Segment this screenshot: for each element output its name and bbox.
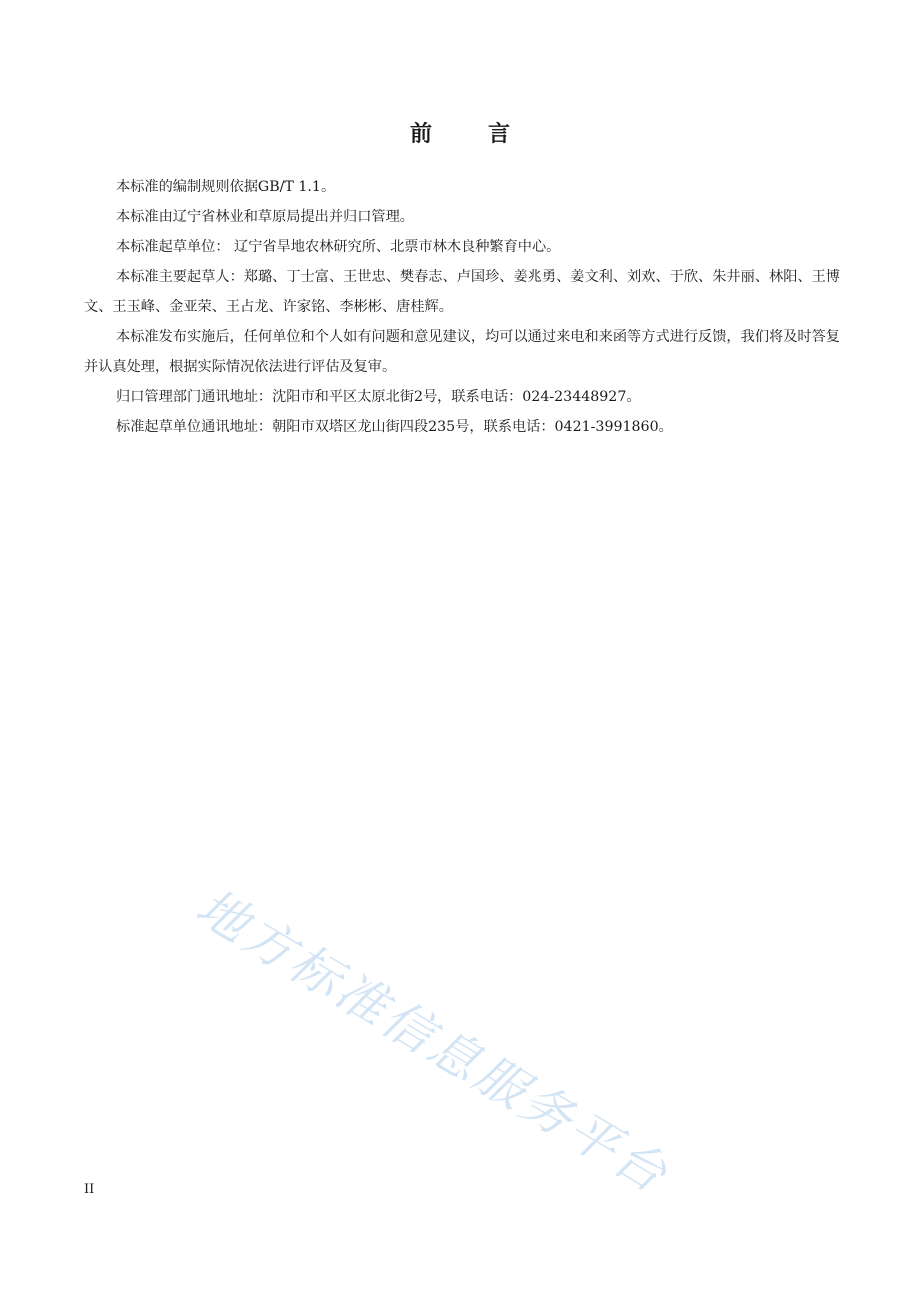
watermark-text: 地方标准信息服务平台 <box>186 877 680 1206</box>
page-title: 前言 <box>409 122 566 147</box>
paragraph-feedback: 本标准发布实施后，任何单位和个人如有问题和意见建议，均可以通过来电和来函等方式进行反馈，我们将及时答复并认真处理，根据实际情况依法进行评估及复审。 <box>84 329 840 375</box>
paragraph-drafting-rules: 本标准的编制规则依据GB/T 1.1。 <box>116 179 336 195</box>
paragraph-drafter-address: 标准起草单位通讯地址：朝阳市双塔区龙山街四段235号，联系电话：0421-3991860。 <box>116 419 673 435</box>
foreword-body <box>84 172 840 442</box>
page-number: II <box>84 1182 95 1197</box>
paragraph-drafting-units: 本标准起草单位： 辽宁省旱地农林研究所、北票市林木良种繁育中心。 <box>116 239 561 255</box>
paragraph-proposer: 本标准由辽宁省林业和草原局提出并归口管理。 <box>116 209 414 225</box>
paragraph-admin-address: 归口管理部门通讯地址：沈阳市和平区太原北街2号，联系电话：024-23448927。 <box>116 389 641 405</box>
paragraph-drafters: 本标准主要起草人：郑璐、丁士富、王世忠、樊春志、卢国珍、姜兆勇、姜文利、刘欢、于欣、朱井丽、林阳、王博文、王玉峰、金亚荣、王占龙、许家铭、李彬彬、唐桂辉。 <box>84 269 840 315</box>
